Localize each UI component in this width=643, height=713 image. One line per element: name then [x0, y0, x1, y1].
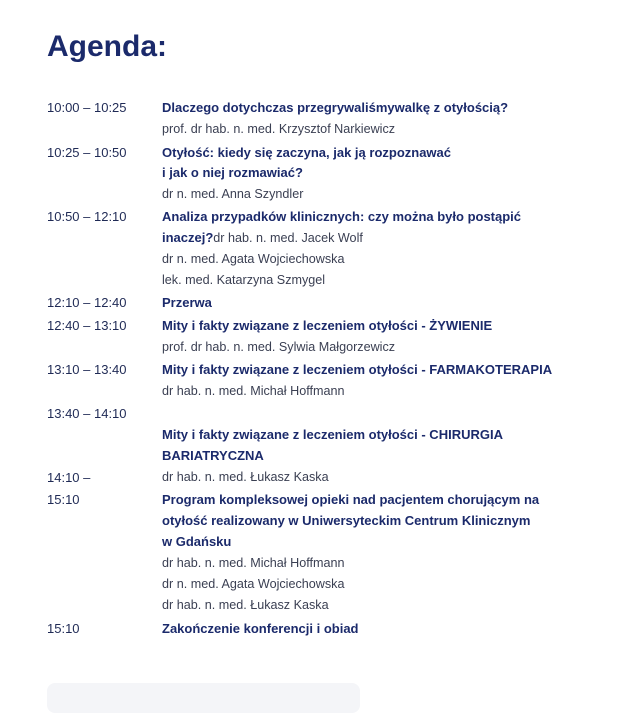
agenda-time: 10:25 – 10:50 — [47, 145, 127, 160]
agenda-speaker: dr hab. n. med. Jacek Wolf — [213, 231, 363, 245]
agenda-title: Mity i fakty związane z leczeniem otyłości - FARMAKOTERAPIA — [162, 362, 553, 377]
page-title: Agenda: — [47, 30, 167, 63]
agenda-time: 13:10 – 13:40 — [47, 362, 127, 377]
agenda-speaker: dr hab. n. med. Łukasz Kaska — [162, 598, 329, 612]
agenda-speaker: dr n. med. Agata Wojciechowska — [162, 577, 345, 591]
agenda-time: 15:10 — [47, 492, 80, 507]
footer-panel — [47, 683, 360, 713]
agenda-title: Zakończenie konferencji i obiad — [162, 621, 359, 636]
agenda-title: Mity i fakty związane z leczeniem otyłości - ŻYWIENIE — [162, 318, 493, 333]
agenda-title: Mity i fakty związane z leczeniem otyłości - CHIRURGIA — [162, 427, 503, 442]
agenda-time: 10:50 – 12:10 — [47, 209, 127, 224]
agenda-time: 15:10 — [47, 621, 80, 636]
agenda-title: i jak o niej rozmawiać? — [162, 165, 303, 180]
agenda-title: Przerwa — [162, 295, 212, 310]
agenda-title: w Gdańsku — [162, 534, 232, 549]
agenda-title — [162, 230, 363, 246]
agenda-title: Program kompleksowej opieki nad pacjentem chorującym na — [162, 492, 540, 507]
agenda-speaker: dr hab. n. med. Michał Hoffmann — [162, 384, 345, 398]
agenda-speaker: dr hab. n. med. Michał Hoffmann — [162, 556, 345, 570]
agenda-title: otyłość realizowany w Uniwersyteckim Centrum Klinicznym — [162, 513, 531, 528]
agenda-speaker: dr n. med. Anna Szyndler — [162, 187, 304, 201]
agenda-speaker: dr n. med. Agata Wojciechowska — [162, 252, 345, 266]
agenda-time: 12:40 – 13:10 — [47, 318, 127, 333]
agenda-title-part: inaczej? — [162, 230, 214, 245]
agenda-time: 14:10 – — [47, 470, 91, 485]
agenda-title: BARIATRYCZNA — [162, 448, 264, 463]
agenda-speaker: prof. dr hab. n. med. Krzysztof Narkiewicz — [162, 122, 396, 136]
agenda-time: 10:00 – 10:25 — [47, 100, 127, 115]
agenda-time: 12:10 – 12:40 — [47, 295, 127, 310]
agenda-speaker: lek. med. Katarzyna Szmygel — [162, 273, 326, 287]
agenda-time: 13:40 – 14:10 — [47, 406, 127, 421]
agenda-title: Dlaczego dotychczas przegrywaliśmywalkę z otyłością? — [162, 100, 509, 115]
agenda-title: Analiza przypadków klinicznych: czy można było postąpić — [162, 209, 522, 224]
agenda-speaker: prof. dr hab. n. med. Sylwia Małgorzewicz — [162, 340, 396, 354]
agenda-speaker: dr hab. n. med. Łukasz Kaska — [162, 470, 329, 484]
agenda-title: Otyłość: kiedy się zaczyna, jak ją rozpoznawać — [162, 145, 452, 160]
